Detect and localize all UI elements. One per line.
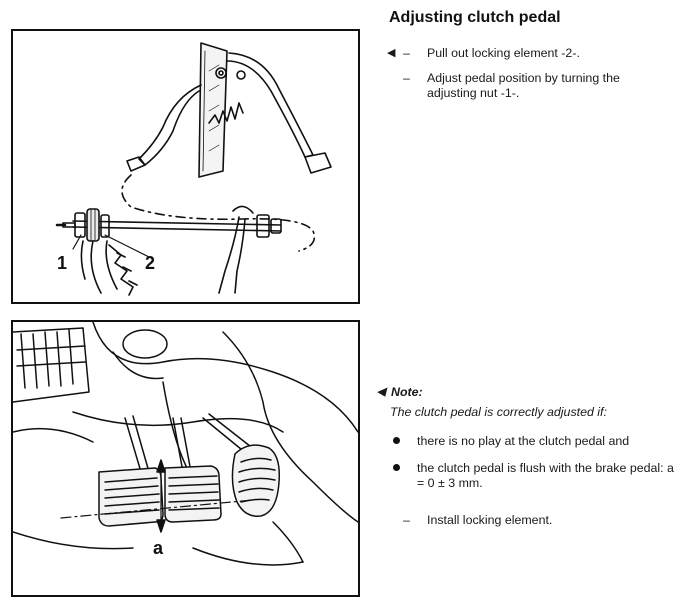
note-intro: The clutch pedal is correctly adjusted if: [390,405,607,419]
marker-spacer [387,71,401,101]
marker-spacer [387,513,401,528]
callout-a: a [153,538,164,558]
figure-pedal-alignment [11,320,360,597]
note-bullet [389,434,679,449]
bullet-icon [389,434,417,449]
step-install-locking-element [387,513,667,528]
step-text: Adjust pedal position by turning the adjusting nut -1-. [427,71,620,100]
arrow-marker-icon: ◀ [387,47,396,59]
dash-marker: – [403,513,410,527]
step-pull-locking-element [387,46,667,61]
step-text: Pull out locking element -2-. [427,46,580,60]
note-label: Note: [391,385,423,399]
figure-clutch-adjusting-nut [11,29,360,304]
step-adjust-pedal [387,71,667,101]
section-heading: Adjusting clutch pedal [389,9,561,26]
pedals-illustration [13,322,358,595]
bullet-text: there is no play at the clutch pedal and [417,434,630,448]
dash-marker: – [403,71,410,85]
arrow-marker-icon: ◀ [377,386,386,398]
note-heading [377,385,423,400]
callout-2: 2 [145,253,156,273]
bullet-text: the clutch pedal is flush with the brake pedal: a = 0 ± 3 mm. [417,461,674,490]
note-bullet [389,461,679,491]
bullet-icon [389,461,417,491]
clutch-linkage-illustration [13,31,358,302]
step-text: Install locking element. [427,513,553,527]
callout-1: 1 [57,253,68,273]
dash-marker: – [403,46,410,60]
